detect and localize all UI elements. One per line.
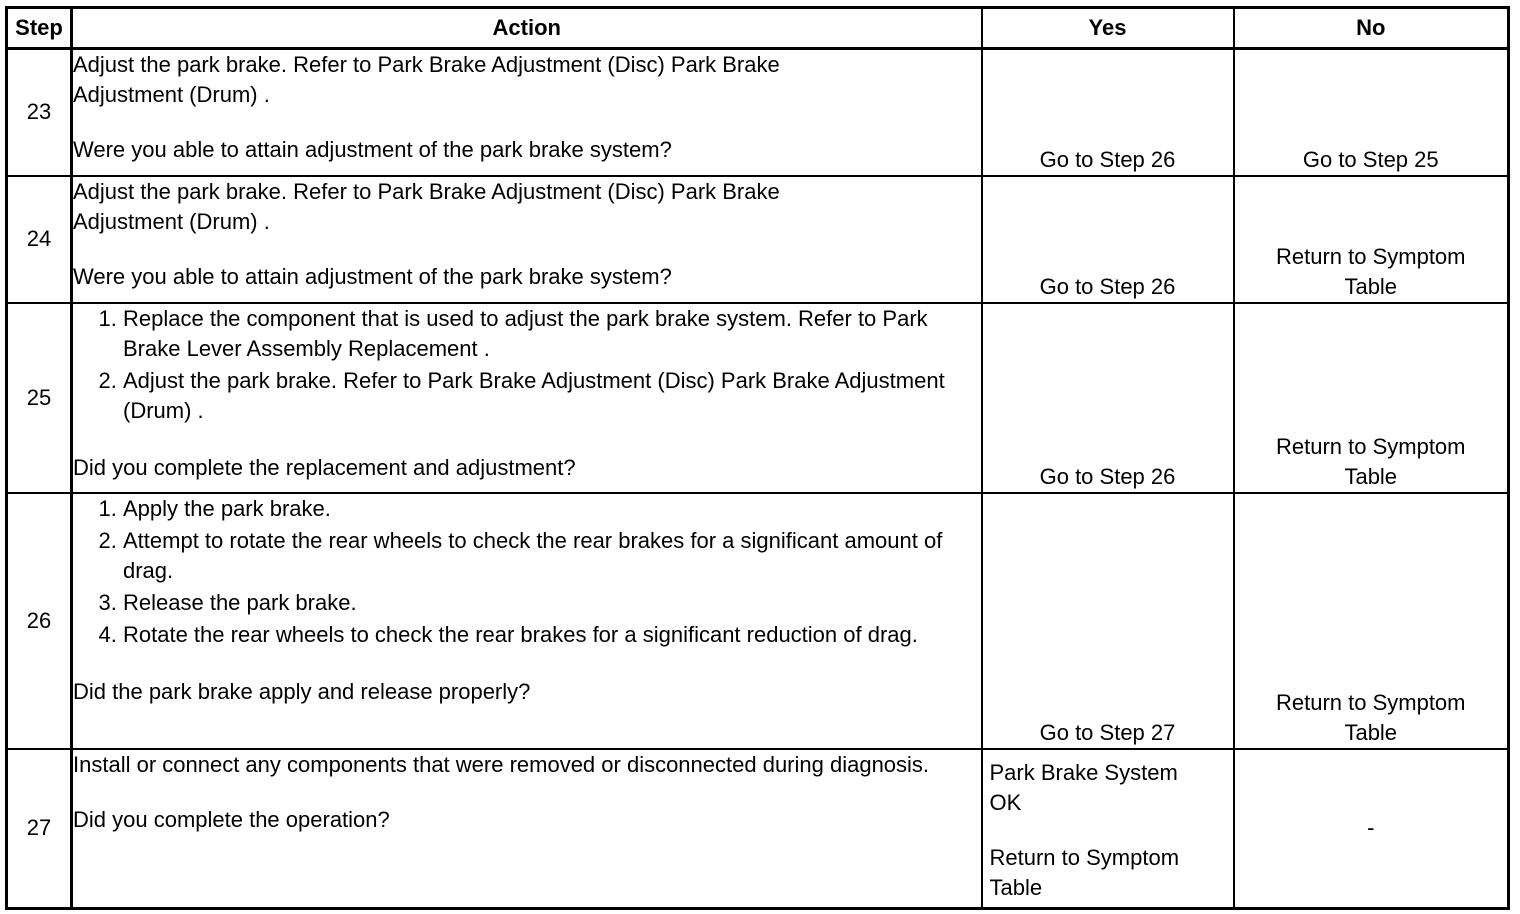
action-steps-list (73, 494, 981, 650)
header-no: No (1234, 8, 1509, 49)
header-row (7, 8, 1509, 49)
no-result-text: Return to Symptom Table (1275, 243, 1466, 299)
action-cell (72, 493, 982, 749)
diagnostic-table (5, 6, 1510, 910)
yes-result-ok: Park Brake System OK (989, 759, 1178, 815)
step-number: 24 (7, 176, 72, 303)
step-number: 23 (7, 49, 72, 176)
action-question: Were you able to attain adjustment of the park brake system? (73, 137, 672, 162)
header-step: Step (7, 8, 72, 49)
action-steps-list (73, 304, 981, 426)
list-item: 1. Replace the component that is used to adjust the park brake system. Refer to Park Brake Lever Assembly Replacement . (123, 304, 981, 364)
step-number: 26 (7, 493, 72, 749)
list-item: 3. Release the park brake. (123, 588, 981, 618)
action-instruction: Adjust the park brake. Refer to Park Brake Adjustment (Disc) Park Brake Adjustment (Drum) . (73, 52, 780, 107)
table-row (7, 493, 1509, 749)
table-row (7, 176, 1509, 303)
yes-result: Go to Step 26 (982, 303, 1234, 493)
action-cell (72, 176, 982, 303)
action-cell (72, 49, 982, 176)
action-question: Did you complete the operation? (73, 806, 390, 832)
list-item: 4. Rotate the rear wheels to check the rear brakes for a significant reduction of drag. (123, 620, 981, 650)
step-number: 27 (7, 749, 72, 909)
list-item: 1. Apply the park brake. (123, 494, 981, 524)
table-row (7, 303, 1509, 493)
no-result-text: Return to Symptom Table (1275, 433, 1466, 489)
yes-result: Go to Step 27 (982, 493, 1234, 749)
action-question: Did you complete the replacement and adjustment? (73, 454, 576, 480)
table-row (7, 749, 1509, 909)
yes-result: Go to Step 26 (982, 176, 1234, 303)
step-number: 25 (7, 303, 72, 493)
action-instruction: Adjust the park brake. Refer to Park Brake Adjustment (Disc) Park Brake Adjustment (Drum) . (73, 178, 780, 234)
no-result-text: Return to Symptom Table (1275, 689, 1466, 745)
action-instruction: Install or connect any components that were removed or disconnected during diagnosis. (73, 751, 930, 777)
header-yes: Yes (982, 8, 1234, 49)
table-row (7, 49, 1509, 176)
action-question: Did the park brake apply and release properly? (73, 678, 531, 704)
no-result: Go to Step 25 (1234, 49, 1509, 176)
action-cell (72, 303, 982, 493)
no-result (1234, 176, 1509, 303)
list-item: 2. Adjust the park brake. Refer to Park Brake Adjustment (Disc) Park Brake Adjustment (Drum) . (123, 366, 981, 426)
list-item: 2. Attempt to rotate the rear wheels to check the rear brakes for a significant amount of drag. (123, 526, 981, 586)
no-result (1234, 303, 1509, 493)
header-action: Action (72, 8, 982, 49)
yes-result-symptom: Return to Symptom Table (989, 844, 1180, 900)
yes-result: Go to Step 26 (982, 49, 1234, 176)
action-question: Were you able to attain adjustment of the park brake system? (73, 263, 672, 289)
no-result (1234, 493, 1509, 749)
yes-result (982, 749, 1234, 909)
no-result: - (1234, 749, 1509, 909)
action-cell (72, 749, 982, 909)
